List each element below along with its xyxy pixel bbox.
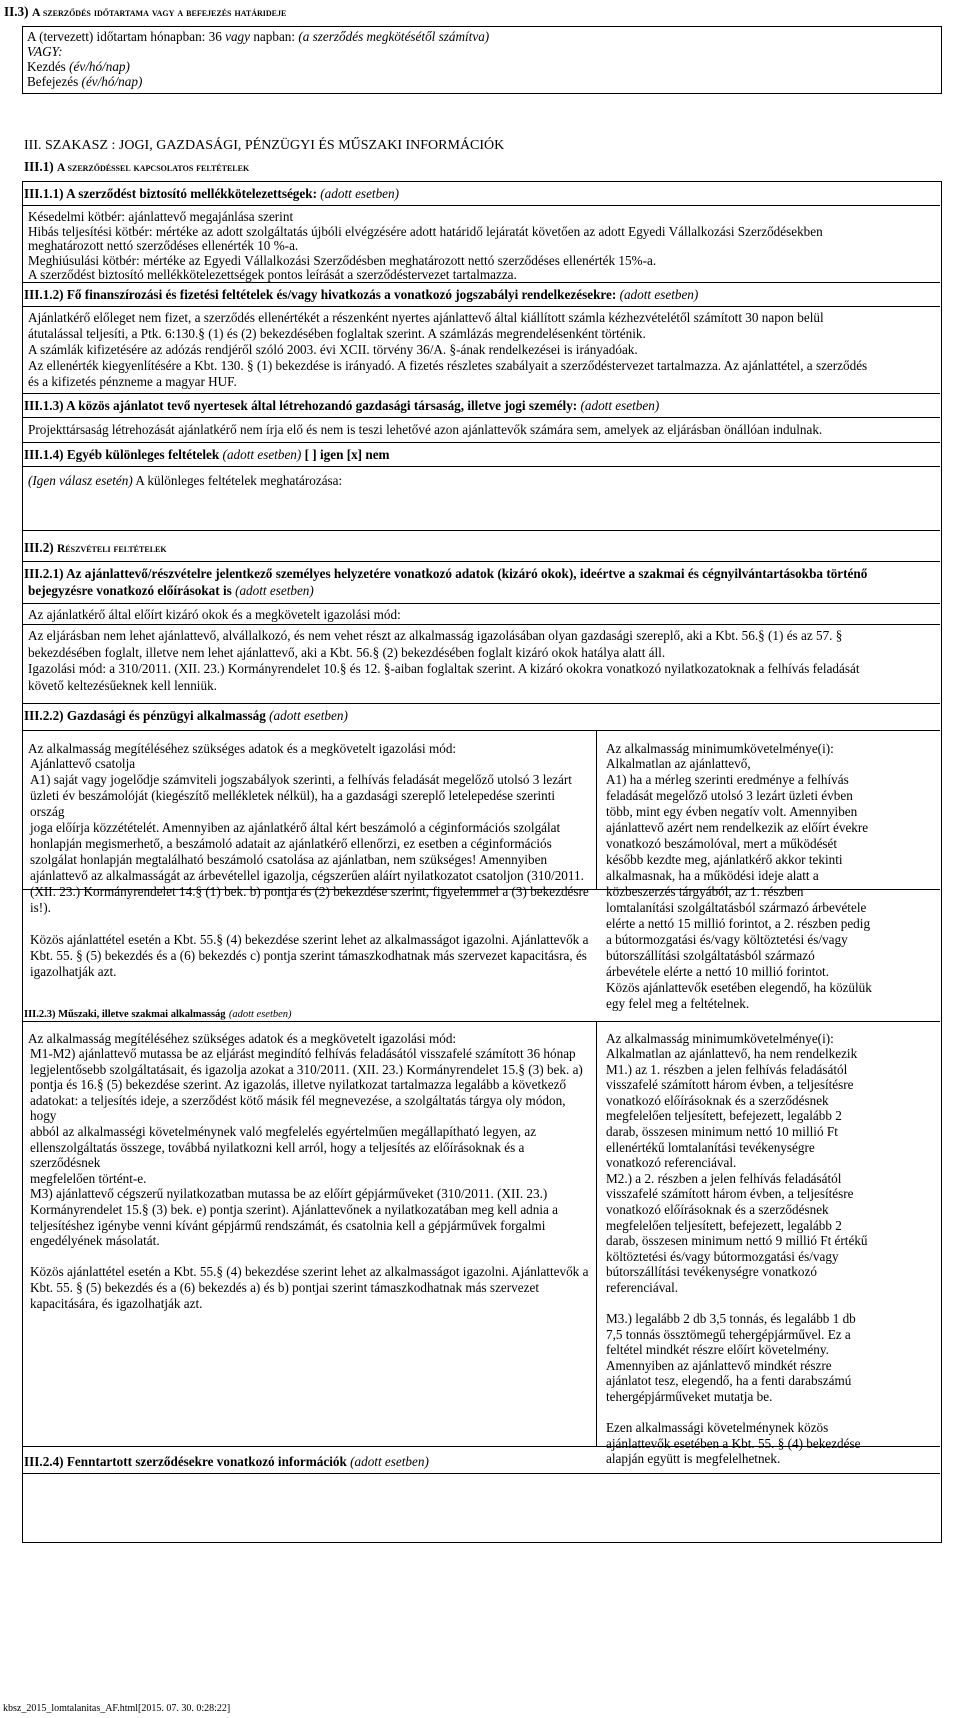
heading-iii21: III.2.1) Az ajánlattevő/részvételre jelentkező személyes helyzetére vonatkozó adatok (kizáró okok), ideértve a szakmai és cégnyilvántartásokba történő bejegyzésre vonatkozó előírásokat is (adott esetben) — [24, 566, 868, 598]
iii22-right-heading: Az alkalmasság minimumkövetelménye(i): — [606, 741, 834, 756]
duration-line: A (tervezett) időtartam hónapban: 36 vagy napban: (a szerződés megkötésétől számítva) — [27, 29, 490, 44]
heading-iii22: III.2.2) Gazdasági és pénzügyi alkalmasság (adott esetben) — [24, 708, 348, 723]
iii22-top-line — [22, 703, 940, 705]
iii22-left-text: Ajánlattevő csatolja A1) saját vagy jogelődje számviteli jogszabályok szerinti, a felhívás feladását megelőző utolsó 3 lezárt üzleti év beszámolóját (kiegészítő mellékletek nélkül), ha a gazdasági szereplő letelepedése szerinti ország joga előírja közzétételét. Amennyiben az ajánlatkérő által kért beszámoló a céginformációs szolgálat honlapján megismerhető, a beszámoló adatait az ajánlatkérő ellenőrzi, ez esetben a céginformációs szolgálat honlapján megtalálható beszámoló csatolása az ajánlatban, nem szükséges! Amennyiben ajánlattevő az alkalmasságát az árbevétellel igazolja, cégszerűen aláírt nyilatkozatot csatoljon (310/2011. (XII. 23.) Kormányrendelet 14.§ (1) bek. b) pontja és (2) bekezdése szerint, figyelemmel a (3) bekezdésre is!). Közös ajánlattétel esetén a Kbt. 55.§ (4) bekezdése szerint lehet az alkalmasságot igazolni. Ajánlattevők a Kbt. 55. § (5) bekezdés és a (6) bekezdés c) pontja szerint támaszkodhatnak más szervezet kapacitásra, és igazolhatják azt. — [30, 756, 589, 979]
page-footer: kbsz_2015_lomtalanitas_AF.html[2015. 07. 30. 0:28:22] — [3, 1703, 231, 1714]
part-title: III. SZAKASZ : JOGI, GAZDASÁGI, PÉNZÜGYI ÉS MŰSZAKI INFORMÁCIÓK — [24, 138, 505, 153]
section-heading-iii2: III.2) Részvételi feltételek — [24, 540, 167, 555]
exclusion-line-1: Az eljárásban nem lehet ajánlattevő, alvállalkozó, és nem vehet részt az alkalmasság igazolásában olyan gazdasági szereplő, aki a Kbt. 56.§ (1) és az 57. § — [28, 628, 843, 643]
heading-iii24: III.2.4) Fenntartott szerződésekre vonatkozó információk (adott esetben) — [24, 1454, 429, 1469]
payment-line-5: és a kifizetés pénzneme a magyar HUF. — [28, 374, 237, 389]
iii12-content — [22, 306, 940, 394]
heading-iii14: III.1.4) Egyéb különleges feltételek (adott esetben) [ ] igen [x] nem — [24, 447, 390, 462]
project-company-text: Projekttársaság létrehozását ajánlatkérő nem írja elő és nem is teszi lehetővé azon ajánlattevők számára sem, amelyek az eljárásban önállóan indulnak. — [28, 422, 823, 437]
duration-box — [22, 26, 942, 94]
iii2-top-line — [22, 561, 940, 562]
special-conditions-line: (Igen válasz esetén) A különleges feltételek meghatározása: — [28, 473, 343, 488]
start-line: Kezdés (év/hó/nap) — [27, 59, 130, 74]
iii22-right-text: Alkalmatlan az ajánlattevő, A1) ha a mérleg szerinti eredménye a felhívás feladását megelőző utolsó 3 lezárt üzleti évben több, mint egy évben negatív volt. Amennyiben ajánlattevő azért nem rendelkezik az előírt évekre vonatkozó beszámolóval, mert a működését később kezdte meg, ajánlatkérő akkor tekinti alkalmasnak, ha a működési ideje alatt a közbeszerzés tárgyából, az 1. részben lomtalanítási szolgáltatásból származó árbevétele elérte a nettó 15 millió forintot, a 2. részben pedig a bútormozgatási és/vagy költöztetési és/vagy bútorszállítási szolgáltatásból származó árbevétele elérte a nettó 10 millió forintot. Közös ajánlattevők esetében elegendő, ha közülük egy felel meg a feltételnek. — [606, 756, 872, 1011]
iii22-divider — [596, 731, 597, 889]
exclusion-line-2: bekezdésében foglalt, illetve nem lehet ajánlattevő, aki a Kbt. 56.§ (2) bekezdésében foglalt kizáró okok hatálya alatt áll. — [28, 644, 666, 660]
iii23-right-heading: Az alkalmasság minimumkövetelménye(i): — [606, 1031, 834, 1046]
heading-iii13: III.1.3) A közös ajánlatot tevő nyertesek által létrehozandó gazdasági társaság, illetve jogi személy: (adott esetben) — [24, 398, 660, 413]
iii21-sub — [22, 603, 940, 625]
iii24-line — [22, 1473, 940, 1475]
iii21-content — [28, 628, 860, 694]
heading-iii12: III.1.2) Fő finanszírozási és fizetési feltételek és/vagy hivatkozás a vonatkozó jogszabályi rendelkezésekre: (adott esetben) — [24, 287, 699, 302]
exclusion-line-3: Igazolási mód: a 310/2011. (XII. 23.) Kormányrendelet 10.§ és 12. §-aiban foglaltak szerint. A kizáró okokra vonatkozó nyilatkozatoknak a felhívás feladását — [28, 661, 860, 676]
payment-line-2: átutalással teljesíti, a Ptk. 6:130.§ (1) és (2) bekezdésében foglaltak szerint. A számlázás megrendelésenként történik. — [28, 326, 646, 341]
iii23-left-text: M1-M2) ajánlattevő mutassa be az eljárást megindító felhívás feladásától visszafelé számított 36 hónap legjelentősebb szolgáltatásait, és igazolja azokat a 310/2011. (XII. 23.) Kormányrendelet 15.§ (3) bek. a) pontja és 16.§ (5) bekezdése szerint. Az igazolás, illetve nyilatkozat tartalmazza legalább a következő adatokat: a teljesítés ideje, a szerződést kötő másik fél megnevezése, a szolgáltatás tárgya oly módon, hogy abból az alkalmasségi követelménynek való megfelelés egyértelműen megállapítható legyen, az ellenszolgáltatás összege, továbbá nyilatkozni kell arról, hogy a teljesítés az előírásoknak és a szerződésnek megfelelően történt-e. M3) ajánlattevő cégszerű nyilatkozatban mutassa be az előírt gépjárműveket (310/2011. (XII. 23.) Kormányrendelet 15.§ (3) bek. e) pontja szerint). Ajánlattevőnek a nyilatkozatában meg kell adnia a teljesítéshez igénybe venni kívánt gépjármű rendszámát, és csatolnia kell a gépjárművek forgalmi engedélyének másolatát. Közös ajánlattétel esetén a Kbt. 55.§ (4) bekezdése szerint lehet az alkalmasságot igazolni. Ajánlattevők a Kbt. 55. § (5) bekezdés és a (6) bekezdés a) és b) pontjai szerint támaszkodhatnak más szervezet kapacitására, és igazolhatják azt. — [30, 1046, 589, 1311]
end-line: Befejezés (év/hó/nap) — [27, 74, 143, 89]
penalty-note: A szerződést biztosító mellékkötelezettségek pontos leírását a szerződéstervezet tartalmazza. — [28, 267, 517, 282]
exclusion-subheading: Az ajánlatkérő által előírt kizáró okok és a megkövetelt igazolási mód: — [28, 607, 401, 622]
heading-iii11: III.1.1) A szerződést biztosító mellékkötelezettségek: (adott esetben) — [24, 186, 400, 201]
defect-penalty-cont: meghatározott nettó szerződéses ellenérték 10 %-a. — [28, 238, 299, 253]
payment-line-3: A számlák kifizetésére az adózás rendjéről szóló 2003. évi XCII. törvény 36/A. §-ának rendelkezései is irányadóak. — [28, 342, 638, 357]
iii13-content — [22, 417, 940, 443]
exclusion-line-4: követő keltezésűeknek kell lenniük. — [28, 677, 217, 693]
delay-penalty: Késedelmi kötbér: ajánlattevő megajánlása szerint — [28, 209, 294, 224]
heading-iii23: III.2.3) Műszaki, illetve szakmai alkalmasság (adott esetben) — [24, 1009, 292, 1020]
failure-penalty: Meghiúsulási kötbér: mértéke az Egyedi Vállalkozási Szerződésben meghatározott nettó szerződéses ellenérték 15%-a. — [28, 253, 657, 268]
iii23-right-text: Alkalmatlan az ajánlattevő, ha nem rendelkezik M1.) az 1. részben a jelen felhívás feladásától visszafelé számított három évben, a teljesítésre vonatkozó előírásoknak és a szerződésnek megfelelően teljesített, befejezett, legalább 2 darab, összesen minimum nettó 10 millió Ft ellenértékű lomtalanítási tevékenységre vonatkozó referenciával. M2.) a 2. részben a jelen felhívás feladásától visszafelé számított három évben, a teljesítésre vonatkozó előírásoknak és a szerződésnek megfelelően teljesített, befejezett, legalább 2 darab, összesen minimum nettó 9 millió Ft értékű költöztetési és/vagy bútormozgatási és/vagy bútorszállítási tevékenységre vonatkozó referenciával. M3.) legalább 2 db 3,5 tonnás, és legalább 1 db 7,5 tonnás össztömegű tehergépjárművel. Ez a feltétel mindkét részre előírt követelmény. Amennyiben az ajánlattevő mindkét részre ajánlatot tesz, elegendő, ha a fenti darabszámú tehergépjárműveket mutatja be. Ezen alkalmassági követelménynek közös ajánlattevők esetében a Kbt. 55. § (4) bekezdése alapján együtt is megfelelhetnek. — [606, 1046, 868, 1467]
iii23-left-heading: Az alkalmasság megítéléséhez szükséges adatok és a megkövetelt igazolási mód: — [28, 1031, 457, 1046]
section-heading-ii3: II.3) A szerződés időtartama vagy a befejezés határideje — [4, 4, 287, 19]
iii22-left-heading: Az alkalmasság megítéléséhez szükséges adatok és a megkövetelt igazolási mód: — [28, 741, 457, 756]
or-line: VAGY: — [27, 44, 63, 59]
payment-line-1: Ajánlatkérő előleget nem fizet, a szerződés ellenértékét a részenként nyertes ajánlattevő által kiállított számla kézhezvételétől számított 30 napon belül — [28, 310, 824, 325]
defect-penalty: Hibás teljesítési kötbér: mértéke az adott szolgáltatás újbóli elvégzésére adott határidő lejáratát követően az adott Egyedi Vállalkozási Szerződésekben — [28, 224, 823, 239]
iii14-content — [22, 466, 940, 531]
iii11-content — [22, 205, 940, 283]
iii1-bottom — [22, 530, 940, 532]
payment-line-4: Az ellenérték kiegyenlítésére a Kbt. 130. § (1) bekezdése is irányadó. A fizetés részletes szabályait a szerződéstervezet tartalmazza. Az ajánlattétel, a szerződés — [28, 358, 868, 373]
section-heading-iii1: III.1) A szerződéssel kapcsolatos feltételek — [24, 159, 250, 174]
iii23-divider — [596, 1022, 597, 1446]
